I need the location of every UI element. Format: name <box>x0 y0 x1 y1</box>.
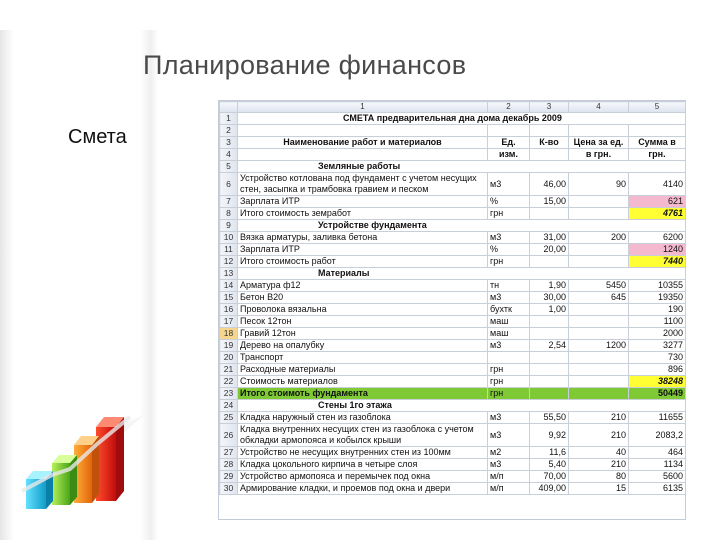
section-heading-cell[interactable]: Земляные работы <box>238 161 686 173</box>
row-header[interactable]: 11 <box>220 244 238 256</box>
table-cell[interactable]: 1,90 <box>530 280 569 292</box>
table-cell[interactable]: м3 <box>488 424 530 447</box>
table-cell[interactable]: 5,40 <box>530 459 569 471</box>
table-cell[interactable]: 2,54 <box>530 340 569 352</box>
row-header[interactable]: 14 <box>220 280 238 292</box>
row-header[interactable]: 2 <box>220 125 238 137</box>
row-header[interactable]: 29 <box>220 471 238 483</box>
table-cell[interactable]: 200 <box>569 232 629 244</box>
table-cell[interactable]: Зарплата ИТР <box>238 196 488 208</box>
row-header[interactable]: 1 <box>220 113 238 125</box>
table-cell[interactable] <box>569 256 629 268</box>
table-cell[interactable] <box>569 352 629 364</box>
table-cell[interactable]: 55,50 <box>530 412 569 424</box>
table-row <box>220 149 686 161</box>
row-header[interactable]: 8 <box>220 208 238 220</box>
table-cell[interactable] <box>530 376 569 388</box>
row-header[interactable]: 9 <box>220 220 238 232</box>
table-cell[interactable] <box>530 149 569 161</box>
table-cell[interactable] <box>488 125 530 137</box>
row-header[interactable]: 3 <box>220 137 238 149</box>
select-all-corner[interactable] <box>220 102 238 113</box>
row-header[interactable]: 6 <box>220 173 238 196</box>
table-cell[interactable] <box>569 125 629 137</box>
table-row <box>220 161 686 173</box>
table-cell[interactable]: 70,00 <box>530 471 569 483</box>
table-cell[interactable]: 50449 <box>629 388 686 400</box>
table-cell[interactable]: 11655 <box>629 412 686 424</box>
table-cell[interactable] <box>530 364 569 376</box>
bar-chart-3d-icon <box>12 405 162 515</box>
table-cell[interactable]: Кладка наружный стен из газоблока <box>238 412 488 424</box>
table-cell[interactable]: Кладка цокольного кирпича в четыре слоя <box>238 459 488 471</box>
table-cell[interactable]: Цена за ед. <box>569 137 629 149</box>
table-row <box>220 125 686 137</box>
table-row <box>220 220 686 232</box>
row-header[interactable]: 18 <box>220 328 238 340</box>
row-header[interactable]: 16 <box>220 304 238 316</box>
table-cell[interactable]: 464 <box>629 447 686 459</box>
table-cell[interactable]: 6135 <box>629 483 686 495</box>
table-row <box>220 196 686 208</box>
table-cell[interactable]: 3277 <box>629 340 686 352</box>
table-cell[interactable]: 4761 <box>629 208 686 220</box>
table-cell[interactable] <box>569 244 629 256</box>
table-cell[interactable]: Устройство не несущих внутренних стен из 100мм <box>238 447 488 459</box>
table-cell[interactable]: Расходные материалы <box>238 364 488 376</box>
table-cell[interactable]: 2000 <box>629 328 686 340</box>
row-header[interactable]: 17 <box>220 316 238 328</box>
spreadsheet[interactable] <box>218 100 686 520</box>
table-cell[interactable]: маш <box>488 328 530 340</box>
table-cell[interactable]: Бетон В20 <box>238 292 488 304</box>
table-row <box>220 256 686 268</box>
column-header-row <box>220 102 686 113</box>
table-cell[interactable]: Вязка арматуры, заливка бетона <box>238 232 488 244</box>
row-header[interactable]: 12 <box>220 256 238 268</box>
table-cell[interactable]: 5600 <box>629 471 686 483</box>
column-header[interactable]: 1 <box>238 102 488 113</box>
table-cell[interactable] <box>629 125 686 137</box>
table-cell[interactable]: 409,00 <box>530 483 569 495</box>
table-row <box>220 352 686 364</box>
table-cell[interactable]: 645 <box>569 292 629 304</box>
row-header[interactable]: 21 <box>220 364 238 376</box>
table-cell[interactable]: % <box>488 196 530 208</box>
table-cell[interactable] <box>569 388 629 400</box>
table-cell[interactable]: м3 <box>488 173 530 196</box>
table-cell[interactable]: бухтк <box>488 304 530 316</box>
table-cell[interactable] <box>488 352 530 364</box>
table-cell[interactable]: 730 <box>629 352 686 364</box>
table-cell[interactable]: грн <box>488 208 530 220</box>
table-cell[interactable]: Ед. <box>488 137 530 149</box>
table-cell[interactable] <box>569 196 629 208</box>
table-cell[interactable] <box>530 316 569 328</box>
column-header[interactable]: 2 <box>488 102 530 113</box>
table-cell[interactable]: Итого стоимоть фундамента <box>238 388 488 400</box>
table-cell[interactable] <box>530 125 569 137</box>
table-row <box>220 424 686 447</box>
table-row <box>220 232 686 244</box>
table-cell[interactable]: м3 <box>488 459 530 471</box>
table-cell[interactable]: м3 <box>488 232 530 244</box>
table-cell[interactable]: м2 <box>488 447 530 459</box>
table-cell[interactable] <box>569 208 629 220</box>
table-cell[interactable]: грн. <box>629 149 686 161</box>
table-row <box>220 447 686 459</box>
table-row <box>220 316 686 328</box>
row-header[interactable]: 5 <box>220 161 238 173</box>
table-cell[interactable]: в грн. <box>569 149 629 161</box>
table-row <box>220 364 686 376</box>
table-cell[interactable]: Устройство армопояса и перемычек под окна <box>238 471 488 483</box>
column-header[interactable]: 5 <box>629 102 686 113</box>
table-cell[interactable]: 6200 <box>629 232 686 244</box>
section-heading-cell[interactable]: Устройстве фундамента <box>238 220 686 232</box>
table-cell[interactable]: 2083,2 <box>629 424 686 447</box>
table-cell[interactable]: 11,6 <box>530 447 569 459</box>
table-cell[interactable]: 621 <box>629 196 686 208</box>
table-cell[interactable]: Итого стоимость работ <box>238 256 488 268</box>
page-title: Планирование финансов <box>143 50 467 80</box>
page-subtitle: Смета <box>68 126 127 148</box>
table-cell[interactable]: Армирование кладки, и проемов под окна и двери <box>238 483 488 495</box>
table-cell[interactable]: Арматура ф12 <box>238 280 488 292</box>
table-cell[interactable]: 210 <box>569 412 629 424</box>
table-cell[interactable]: грн <box>488 388 530 400</box>
row-header[interactable]: 7 <box>220 196 238 208</box>
table-row <box>220 483 686 495</box>
table-cell[interactable]: 19350 <box>629 292 686 304</box>
table-cell[interactable]: Песок 12тон <box>238 316 488 328</box>
table-cell[interactable]: м/п <box>488 483 530 495</box>
table-cell[interactable]: 20,00 <box>530 244 569 256</box>
row-header[interactable]: 13 <box>220 268 238 280</box>
table-cell[interactable]: 15,00 <box>530 196 569 208</box>
row-header[interactable]: 22 <box>220 376 238 388</box>
table-cell[interactable]: 10355 <box>629 280 686 292</box>
table-cell[interactable]: м3 <box>488 340 530 352</box>
table-cell[interactable]: маш <box>488 316 530 328</box>
table-cell[interactable]: Транспорт <box>238 352 488 364</box>
table-cell[interactable]: % <box>488 244 530 256</box>
table-cell[interactable] <box>569 304 629 316</box>
table-cell[interactable]: Зарплата ИТР <box>238 244 488 256</box>
table-cell[interactable]: 38248 <box>629 376 686 388</box>
table-row <box>220 208 686 220</box>
table-cell[interactable]: 1,00 <box>530 304 569 316</box>
table-row <box>220 400 686 412</box>
row-header[interactable]: 10 <box>220 232 238 244</box>
table-cell[interactable]: 210 <box>569 459 629 471</box>
table-cell[interactable]: 4140 <box>629 173 686 196</box>
table-cell[interactable]: 15 <box>569 483 629 495</box>
table-row <box>220 304 686 316</box>
table-row <box>220 340 686 352</box>
row-header[interactable]: 25 <box>220 412 238 424</box>
sheet-title-cell[interactable]: СМЕТА предварительная дна дома декабрь 2009 <box>238 113 686 125</box>
table-cell[interactable]: 40 <box>569 447 629 459</box>
table-cell[interactable]: м3 <box>488 292 530 304</box>
table-cell[interactable] <box>569 376 629 388</box>
table-cell[interactable] <box>530 256 569 268</box>
table-cell[interactable]: К-во <box>530 137 569 149</box>
table-cell[interactable]: 210 <box>569 424 629 447</box>
row-header[interactable]: 27 <box>220 447 238 459</box>
table-cell[interactable]: 1240 <box>629 244 686 256</box>
table-row <box>220 244 686 256</box>
table-row <box>220 328 686 340</box>
table-cell[interactable] <box>238 125 488 137</box>
table-row <box>220 412 686 424</box>
table-cell[interactable]: изм. <box>488 149 530 161</box>
table-cell[interactable]: 46,00 <box>530 173 569 196</box>
table-cell[interactable]: грн <box>488 364 530 376</box>
section-heading-cell[interactable]: Материалы <box>238 268 686 280</box>
table-row <box>220 280 686 292</box>
table-row <box>220 388 686 400</box>
row-header[interactable]: 30 <box>220 483 238 495</box>
table-row <box>220 173 686 196</box>
table-cell[interactable]: грн <box>488 256 530 268</box>
table-cell[interactable]: м/п <box>488 471 530 483</box>
column-header[interactable]: 3 <box>530 102 569 113</box>
section-heading-cell[interactable]: Стены 1го этажа <box>238 400 686 412</box>
row-header[interactable]: 15 <box>220 292 238 304</box>
table-cell[interactable]: Наименование работ и материалов <box>238 137 488 149</box>
table-cell[interactable]: 1134 <box>629 459 686 471</box>
estimate-table <box>219 101 686 495</box>
table-cell[interactable]: грн <box>488 376 530 388</box>
table-row <box>220 376 686 388</box>
table-cell[interactable]: Итого стоимость земработ <box>238 208 488 220</box>
table-cell[interactable] <box>569 316 629 328</box>
table-cell[interactable]: 1200 <box>569 340 629 352</box>
table-cell[interactable] <box>530 388 569 400</box>
row-header[interactable]: 23 <box>220 388 238 400</box>
table-cell[interactable] <box>569 328 629 340</box>
table-cell[interactable] <box>569 364 629 376</box>
table-cell[interactable]: 1100 <box>629 316 686 328</box>
table-cell[interactable]: Проволока вязальна <box>238 304 488 316</box>
table-cell[interactable]: Гравий 12тон <box>238 328 488 340</box>
row-header[interactable]: 26 <box>220 424 238 447</box>
table-cell[interactable]: Дерево на опалубку <box>238 340 488 352</box>
table-cell[interactable]: 190 <box>629 304 686 316</box>
table-cell[interactable]: Устройство котлована под фундамент с учетом несущих стен, засыпка и трамбовка гравием и песком <box>238 173 488 196</box>
table-cell[interactable]: 80 <box>569 471 629 483</box>
table-cell[interactable]: 90 <box>569 173 629 196</box>
table-cell[interactable] <box>530 352 569 364</box>
table-row <box>220 113 686 125</box>
table-row <box>220 137 686 149</box>
table-cell[interactable] <box>530 208 569 220</box>
table-cell[interactable]: 5450 <box>569 280 629 292</box>
column-header[interactable]: 4 <box>569 102 629 113</box>
row-header[interactable]: 4 <box>220 149 238 161</box>
row-header[interactable]: 19 <box>220 340 238 352</box>
table-cell[interactable]: 31,00 <box>530 232 569 244</box>
table-cell[interactable]: 7440 <box>629 256 686 268</box>
row-header[interactable]: 20 <box>220 352 238 364</box>
table-row <box>220 292 686 304</box>
table-row <box>220 459 686 471</box>
table-cell[interactable]: Стоимость материалов <box>238 376 488 388</box>
table-cell[interactable] <box>530 328 569 340</box>
row-header[interactable]: 24 <box>220 400 238 412</box>
table-cell[interactable]: 896 <box>629 364 686 376</box>
table-row <box>220 268 686 280</box>
table-row <box>220 471 686 483</box>
table-cell[interactable] <box>238 149 488 161</box>
table-cell[interactable]: тн <box>488 280 530 292</box>
table-cell[interactable]: Кладка внутренних несущих стен из газоблока с учетом обкладки армопояса и кобылск крыши <box>238 424 488 447</box>
table-cell[interactable]: м3 <box>488 412 530 424</box>
row-header[interactable]: 28 <box>220 459 238 471</box>
table-cell[interactable]: Сумма в <box>629 137 686 149</box>
table-cell[interactable]: 30,00 <box>530 292 569 304</box>
table-cell[interactable]: 9,92 <box>530 424 569 447</box>
